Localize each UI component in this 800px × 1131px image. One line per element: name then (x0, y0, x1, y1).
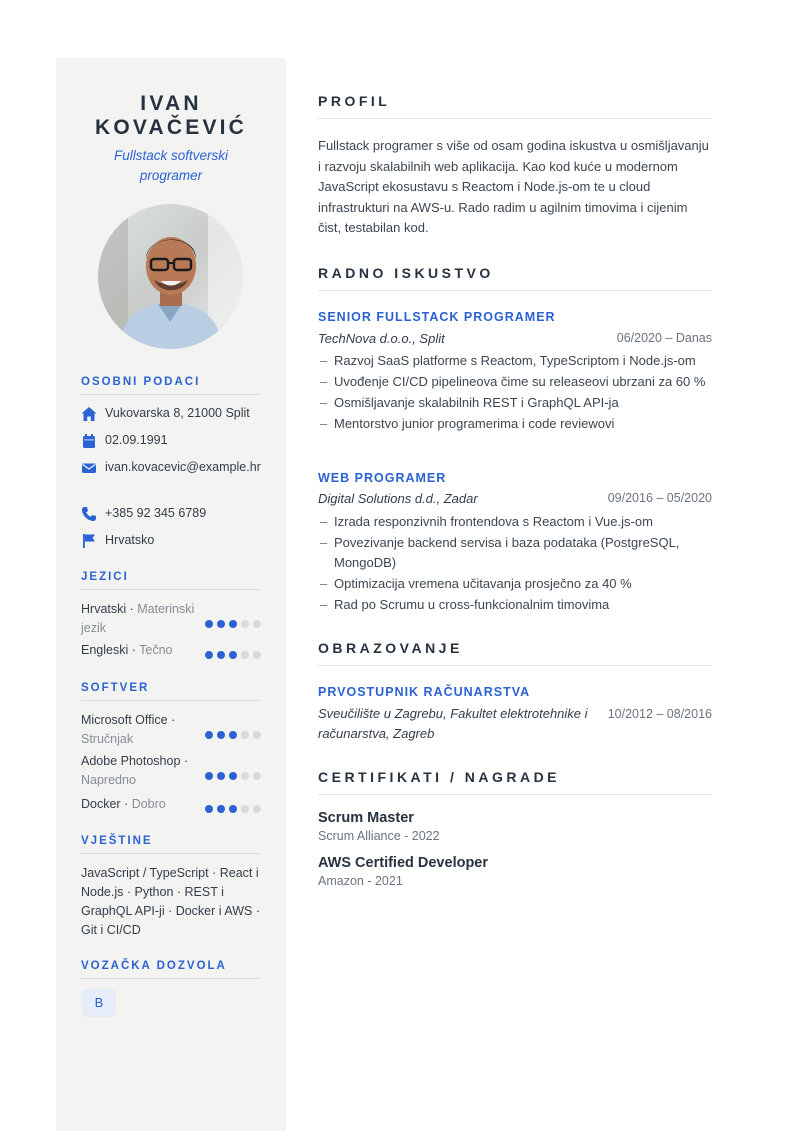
rating-dots (205, 726, 265, 736)
rating-dot-empty (241, 805, 249, 813)
software-heading: SOFTVER (81, 682, 261, 701)
rating-dot-filled (205, 772, 213, 780)
nationality-text: Hrvatsko (105, 533, 155, 547)
rating-dot-empty (241, 772, 249, 780)
rating-dot-empty (253, 772, 261, 780)
birthdate-text: 02.09.1991 (105, 433, 168, 447)
profile-summary: Fullstack programer s više od osam godina iskustva u osmišljavanju i razvoju skalabilnih web aplikacija. Kao kod kuće u modernom JavaScript ekosustavu s Reactom i Node.js-om te u cloud infrastrukturi na AWS-u. Rado radim u agilnim timovima i cijenim čist, testabilan kod. (318, 138, 709, 236)
rating-dot-filled (205, 731, 213, 739)
rating-dot-filled (217, 731, 225, 739)
rating-dot-filled (205, 620, 213, 628)
rating-dots (205, 800, 265, 810)
license-badge: B (82, 989, 116, 1017)
language-name: Hrvatski (81, 602, 127, 616)
rating-dot-empty (253, 651, 261, 659)
profile-heading: PROFIL (318, 93, 712, 119)
sidebar: IVAN KOVAČEVIĆ Fullstack softverski programer OSOBNI PODACI Vukovarska 8, 21000 Split 02.09.1991 ivan.kovacevic@example.hr +385 92 345 6789 Hrvatsko JEZICI Hrvatski · Materinski jezik Engleski · Tečno SOFTVER Microsoft Office · Stručnjak Adobe Photoshop · Napredno Docker · Dobro VJEŠTINE JavaScript / TypeScript · React i Node.js · Python · REST i GraphQL API-ji · Docker i AWS · Git i CI/CD VOZAČKA DOZVOLA B (56, 58, 286, 1131)
education-heading: OBRAZOVANJE (318, 640, 712, 666)
education-dates: 10/2012 – 08/2016 (607, 707, 712, 721)
rating-dot-filled (217, 651, 225, 659)
list-item: – Osmišljavanje skalabilnih REST i GraphQL API-ja (320, 393, 712, 413)
language-name: Engleski (81, 643, 129, 657)
home-icon (81, 406, 97, 422)
company-name: Digital Solutions d.d., Zadar (318, 491, 478, 506)
software-name: Microsoft Office (81, 713, 168, 727)
language-level: Tečno (139, 643, 173, 657)
job-dates: 06/2020 – Danas (616, 331, 712, 345)
rating-dot-empty (241, 731, 249, 739)
envelope-icon (81, 460, 97, 476)
rating-dot-filled (229, 731, 237, 739)
email-text[interactable]: ivan.kovacevic@example.hr (105, 460, 261, 474)
job-title: SENIOR FULLSTACK PROGRAMER (318, 310, 556, 324)
skills-heading: VJEŠTINE (81, 835, 261, 854)
rating-dot-filled (229, 620, 237, 628)
rating-dots (205, 767, 265, 777)
rating-dot-filled (229, 805, 237, 813)
list-item: – Rad po Scrumu u cross-funkcionalnim timovima (320, 595, 712, 615)
certificate-issuer: Scrum Alliance - 2022 (318, 829, 440, 843)
last-name: KOVAČEVIĆ (94, 116, 248, 139)
experience-heading: RADNO ISKUSTVO (318, 265, 712, 291)
rating-dot-filled (217, 772, 225, 780)
skills-list: JavaScript / TypeScript · React i Node.js · Python · REST i GraphQL API-ji · Docker i AWS · Git i CI/CD (81, 866, 260, 937)
personal-info-heading: OSOBNI PODACI (81, 376, 261, 395)
rating-dot-filled (229, 772, 237, 780)
rating-dot-filled (205, 651, 213, 659)
certificate-issuer: Amazon - 2021 (318, 874, 403, 888)
list-item: – Razvoj SaaS platforme s Reactom, TypeScriptom i Node.js-om (320, 351, 712, 371)
rating-dot-filled (217, 620, 225, 628)
school-name: Sveučilište u Zagrebu, Fakultet elektrotehnike i računarstva, Zagreb (318, 706, 588, 741)
rating-dot-filled (205, 805, 213, 813)
language-level: Materinski jezik (81, 602, 195, 635)
languages-heading: JEZICI (81, 571, 261, 590)
certificate-name: Scrum Master (318, 810, 414, 826)
job-bullets (320, 512, 712, 616)
list-item: – Uvođenje CI/CD pipelineova čime su releaseovi ubrzani za 60 % (320, 372, 712, 392)
first-name: IVAN (140, 92, 202, 115)
rating-dot-empty (253, 620, 261, 628)
list-item: – Mentorstvo junior programerima i code reviewovi (320, 414, 712, 434)
certificate-name: AWS Certified Developer (318, 855, 489, 871)
job-dates: 09/2016 – 05/2020 (607, 491, 712, 505)
certificates-heading: CERTIFIKATI / NAGRADE (318, 769, 712, 795)
profile-photo (98, 204, 243, 349)
list-item: – Izrada responzivnih frontendova s Reactom i Vue.js-om (320, 512, 712, 532)
software-level: Napredno (81, 773, 136, 787)
job-title: WEB PROGRAMER (318, 471, 447, 485)
rating-dot-empty (241, 651, 249, 659)
job-role: Fullstack softverski programer (113, 148, 229, 183)
software-level: Dobro (131, 797, 166, 811)
rating-dot-filled (217, 805, 225, 813)
job-bullets (320, 351, 712, 435)
rating-dot-empty (241, 620, 249, 628)
software-name: Adobe Photoshop (81, 754, 181, 768)
software-name: Docker (81, 797, 121, 811)
flag-icon (81, 533, 97, 549)
software-level: Stručnjak (81, 732, 134, 746)
calendar-icon (81, 433, 97, 449)
degree-title: PRVOSTUPNIK RAČUNARSTVA (318, 685, 531, 699)
company-name: TechNova d.o.o., Split (318, 331, 445, 346)
rating-dot-filled (229, 651, 237, 659)
list-item: – Optimizacija vremena učitavanja prosječno za 40 % (320, 574, 712, 594)
list-item: – Povezivanje backend servisa i baza podataka (PostgreSQL, MongoDB) (320, 533, 712, 572)
phone-text[interactable]: +385 92 345 6789 (105, 506, 207, 520)
rating-dot-empty (253, 731, 261, 739)
rating-dot-empty (253, 805, 261, 813)
license-heading: VOZAČKA DOZVOLA (81, 960, 261, 979)
phone-icon (81, 506, 97, 522)
rating-dots (205, 646, 265, 656)
rating-dots (205, 615, 265, 625)
address-text: Vukovarska 8, 21000 Split (105, 406, 250, 420)
